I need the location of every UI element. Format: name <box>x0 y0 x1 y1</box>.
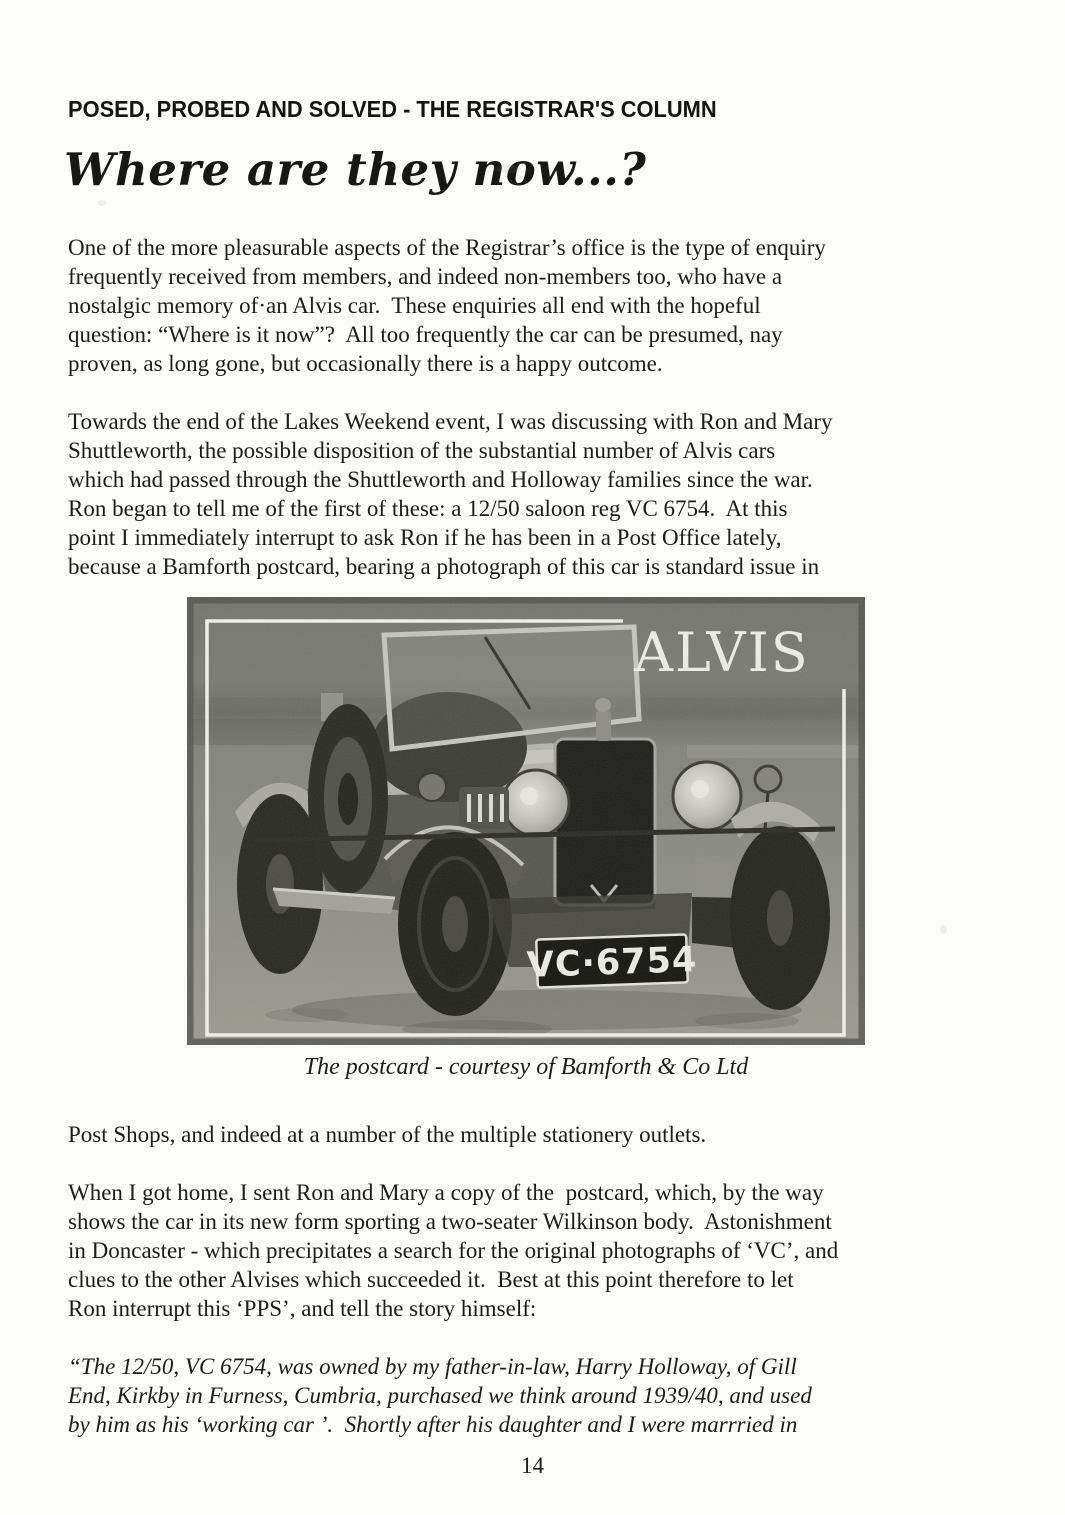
postcard-image <box>187 597 865 1045</box>
quoted-paragraph <box>68 1352 1018 1439</box>
text-line: frequently received from members, and indeed non-members too, who have a <box>68 264 783 289</box>
photo-caption: The postcard - courtesy of Bamforth & Co Ltd <box>303 1054 749 1080</box>
scan-smudge <box>98 200 106 206</box>
text-line: proven, as long gone, but occasionally there is a happy outcome. <box>68 351 663 376</box>
postcard-photo <box>187 597 865 1081</box>
page-number: 14 <box>521 1453 544 1478</box>
text-line: Ron began to tell me of the first of these: a 12/50 saloon reg VC 6754. At this <box>68 496 788 521</box>
body-text-after-photo <box>68 1120 1018 1468</box>
text-line: Shuttleworth, the possible disposition of the substantial number of Alvis cars <box>68 438 776 463</box>
article-title: Where are they now...? <box>64 143 647 196</box>
text-line: Towards the end of the Lakes Weekend event, I was discussing with Ron and Mary <box>68 409 833 434</box>
text-line: nostalgic memory of·an Alvis car. These enquiries all end with the hopeful <box>68 293 761 318</box>
text-line: in Doncaster - which precipitates a search for the original photographs of ‘VC’, and <box>68 1238 839 1263</box>
text-line: Post Shops, and indeed at a number of the multiple stationery outlets. <box>68 1122 707 1147</box>
photo-grain-overlay <box>187 597 865 1045</box>
text-line: When I got home, I sent Ron and Mary a copy of the postcard, which, by the way <box>68 1180 824 1205</box>
column-kicker: POSED, PROBED AND SOLVED - THE REGISTRAR'S COLUMN <box>68 96 717 122</box>
scan-smudge <box>940 925 947 934</box>
text-line: point I immediately interrupt to ask Ron if he has been in a Post Office lately, <box>68 525 782 550</box>
paragraph <box>68 1178 1018 1323</box>
text-line: One of the more pleasurable aspects of the Registrar’s office is the type of enquiry <box>68 235 826 260</box>
paragraph <box>68 1120 1018 1149</box>
body-text-before-photo <box>68 233 1018 610</box>
text-line: clues to the other Alvises which succeeded it. Best at this point therefore to let <box>68 1267 794 1292</box>
text-line: which had passed through the Shuttleworth and Holloway families since the war. <box>68 467 813 492</box>
text-line: because a Bamforth postcard, bearing a photograph of this car is standard issue in <box>68 554 820 579</box>
text-line: “The 12/50, VC 6754, was owned by my father-in-law, Harry Holloway, of Gill <box>68 1354 797 1379</box>
alvis-logo: ALVIS <box>634 621 810 684</box>
text-line: Ron interrupt this ‘PPS’, and tell the story himself: <box>68 1296 537 1321</box>
paragraph <box>68 407 1018 581</box>
text-line: question: “Where is it now”? All too frequently the car can be presumed, nay <box>68 322 783 347</box>
text-line: shows the car in its new form sporting a two-seater Wilkinson body. Astonishment <box>68 1209 832 1234</box>
paragraph <box>68 233 1018 378</box>
license-plate-text: VC·6754 <box>526 940 698 986</box>
text-line: End, Kirkby in Furness, Cumbria, purchased we think around 1939/40, and used <box>68 1383 812 1408</box>
scan-smudge <box>495 165 521 173</box>
text-line: by him as his ‘working car ’. Shortly after his daughter and I were marrried in <box>68 1412 798 1437</box>
